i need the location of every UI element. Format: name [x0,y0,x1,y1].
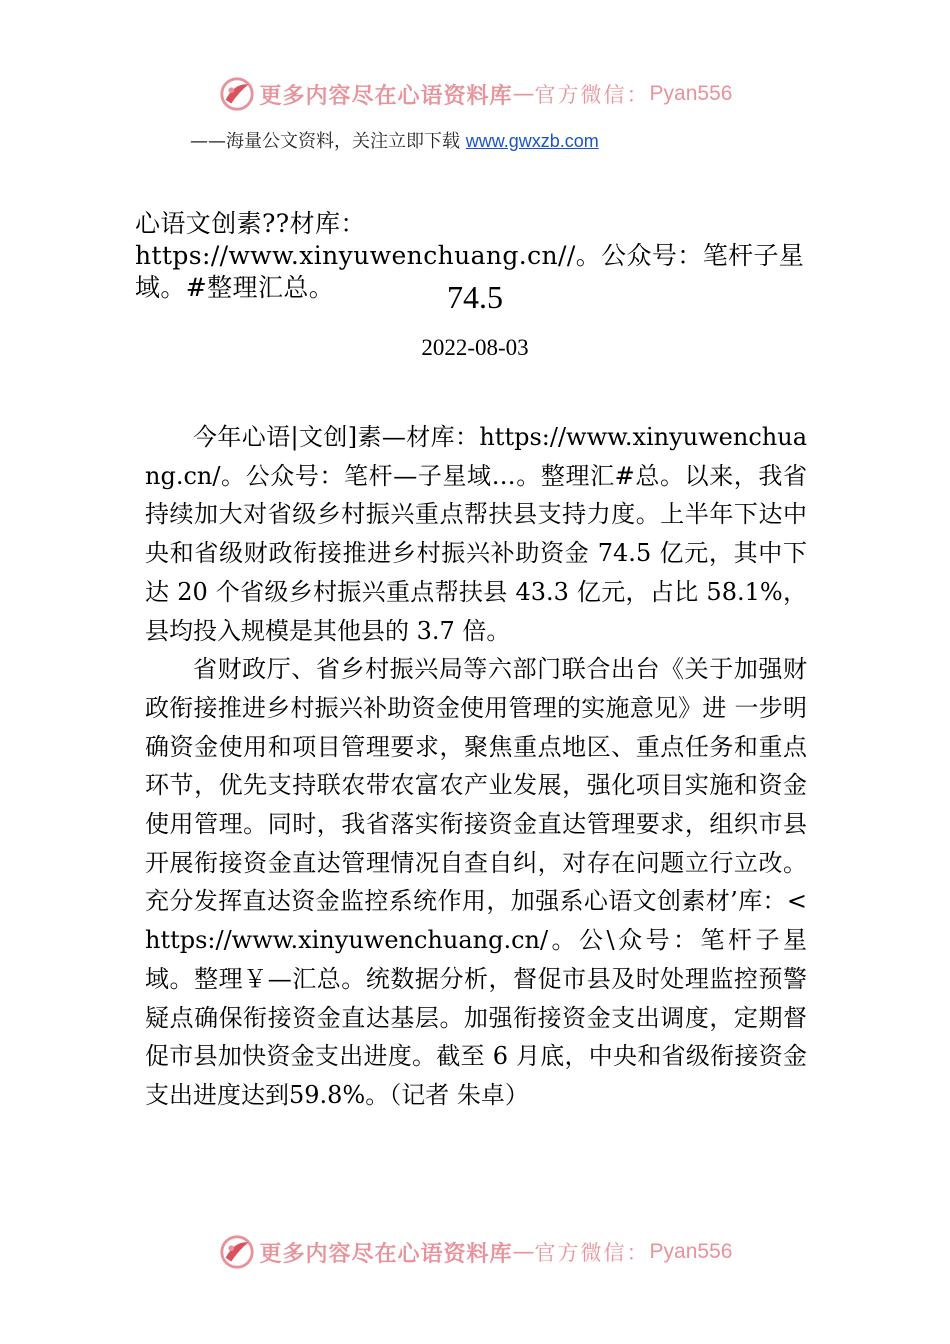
footer-wechat-label: 官方微信： [534,1241,650,1265]
paragraph-1: 今年心语|文创]素—材库：https://www.xinyuwenchuang.cn/。公众号：笔杆—子星域…。整理汇#总。以来，我省持续加大对省级乡村振兴重点帮扶县支持力度。上半年下达中央和省级财政衔接推进乡村振兴补助资金 74.5 亿元，其中下达 20 个省级乡村振兴重点帮扶县 43.3 亿元，占比 58.1%，县均投入规模是其他县的 3.7 倍。 [145,423,807,645]
footer-brand-dash: — [512,1239,535,1265]
sub-header [190,128,599,154]
footer-watermark [0,1228,950,1276]
intro-text: 心语文创素??材库：https://www.xinyuwenchuang.cn//。公众号：笔杆子星域。#整理汇总。 [135,209,805,302]
page-title: 74.5 [447,279,503,315]
brand-logo-icon [218,1233,256,1271]
header-watermark [0,70,950,118]
paragraph-2: 省财政厅、省乡村振兴局等六部门联合出台《关于加强财政衔接推进乡村振兴补助资金使用管理的实施意见》进 一步明确资金使用和项目管理要求，聚焦重点地区、重点任务和重点环节，优先支持联农带农富农产业发展，强化项目实施和资金使用管理。同时，我省落实衔接资金直达管理要求，组织市县开展衔接资金直达管理情况自查自纠，对存在问题立行立改。充分发挥直达资金监控系统作用，加强系心语文创素材’库：<https://www.xinyuwenchuang.cn/。公\众号：笔杆子星域。整理￥—汇总。统数据分析，督促市县及时处理监控预警疑点确保衔接资金直达基层。加强衔接资金支出调度，定期督促市县加快资金支出进度。截至 6 月底，中央和省级衔接资金支出进度达到59.8%。（记者 朱卓） [145,655,807,1109]
header-brand-dash: — [512,81,535,107]
article-body [145,418,807,1115]
publish-date: 2022-08-03 [421,335,529,360]
download-link[interactable]: www.gwxzb.com [465,131,599,151]
sub-header-text: ——海量公文资料，关注立即下载 [190,131,460,152]
header-brand-main: 更多内容尽在心语资料库 [259,83,513,109]
brand-logo-icon [218,75,256,113]
header-wechat-id: Pyan556 [649,82,733,105]
footer-wechat-id: Pyan556 [649,1240,733,1263]
footer-brand-main: 更多内容尽在心语资料库 [259,1241,513,1267]
header-wechat-label: 官方微信： [534,83,650,107]
